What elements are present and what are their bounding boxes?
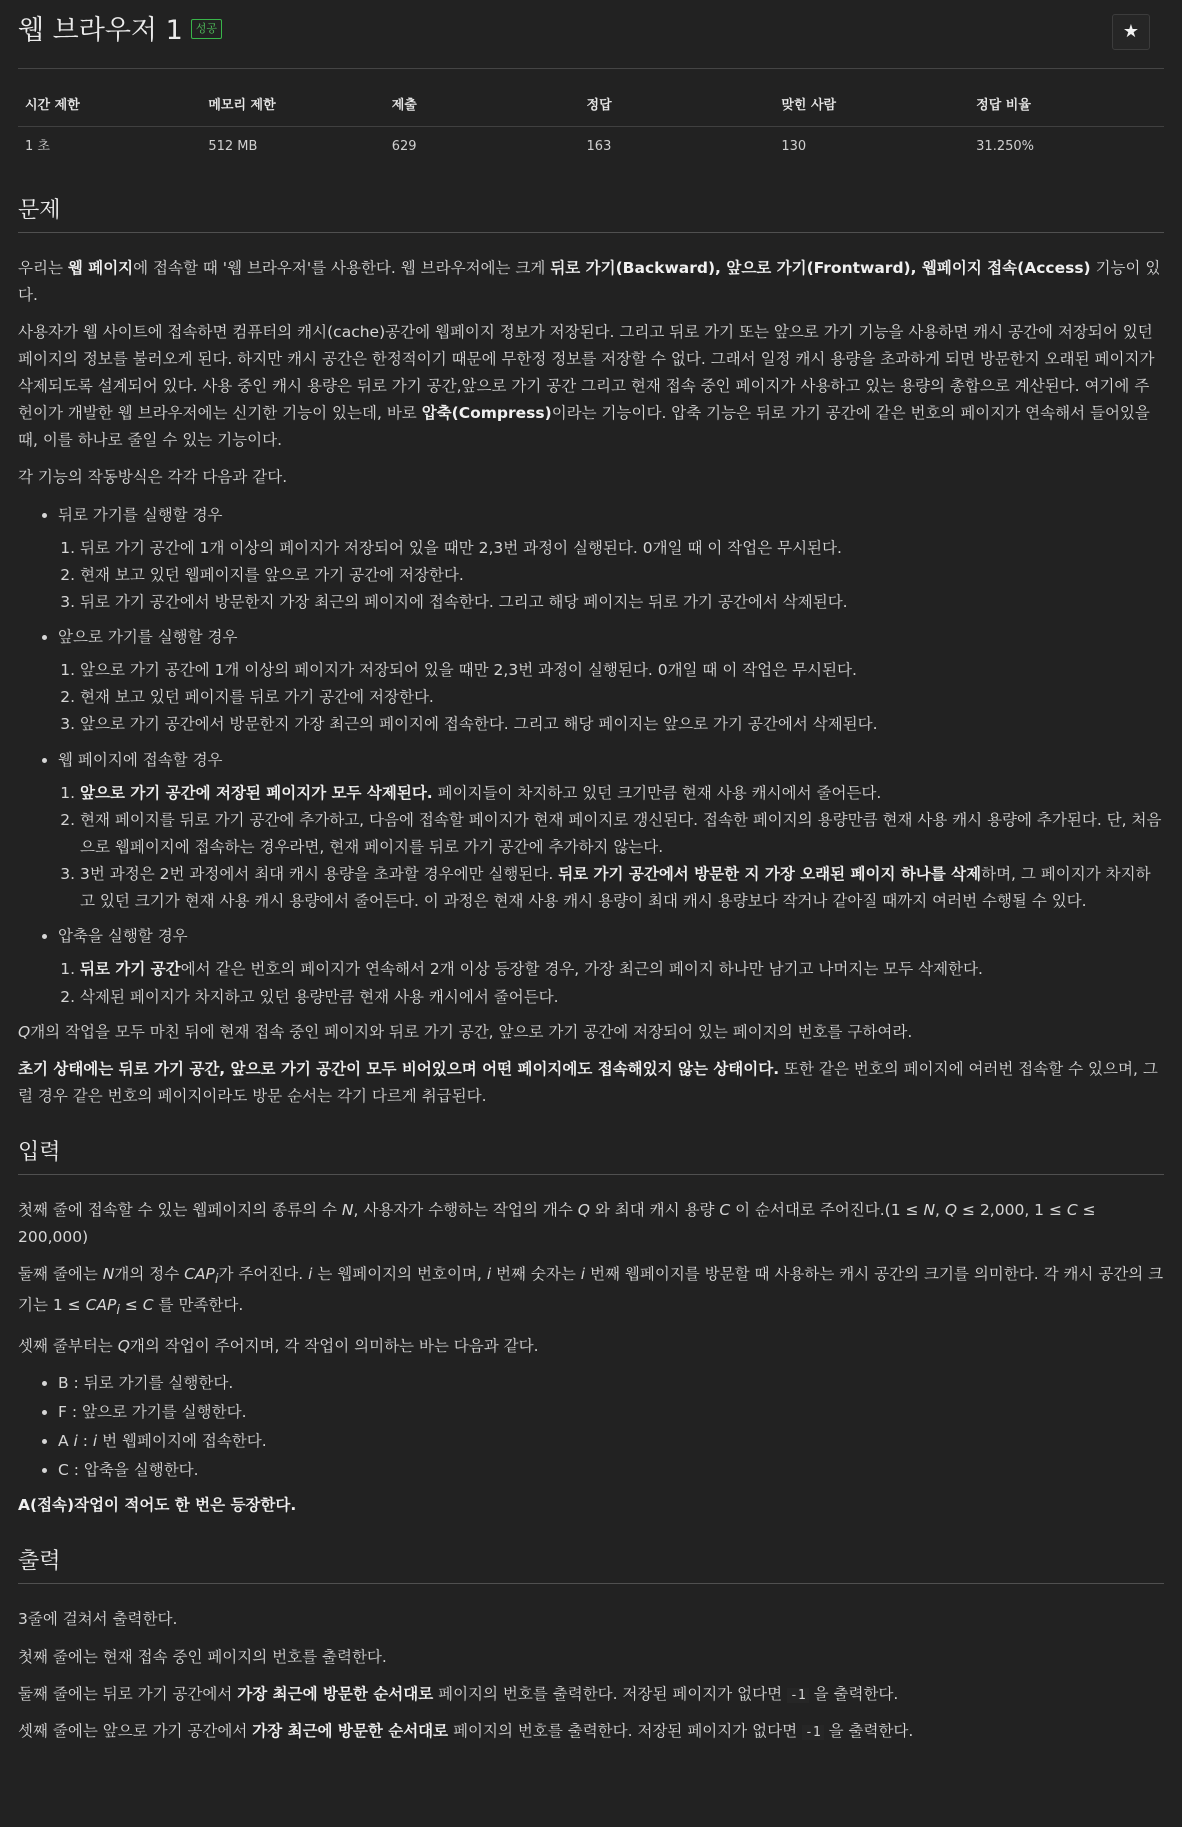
status-badge: 성공 [191,19,222,39]
value-correct: 163 [586,138,612,154]
query-type-list [18,1370,1164,1485]
step: 1. 앞으로 가기 공간에 저장된 페이지가 모두 삭제된다. 페이지들이 차지하고 있던 크기만큼 현재 사용 캐시에서 줄어든다. [80,780,1164,807]
problem-paragraph-5: 초기 상태에는 뒤로 가기 공간, 앞으로 가기 공간이 모두 비어있으며 어떤 페이지에도 접속해있지 않는 상태이다. 또한 같은 번호의 페이지에 여러번 접속할 수 있으며, 그럴 경우 같은 번호의 페이지이라도 방문 순서는 각기 다르게 취급된다. [18,1059,1158,1105]
step: 1. 뒤로 가기 공간에 1개 이상의 페이지가 저장되어 있을 때만 2,3번 과정이 실행된다. 0개일 때 이 작업은 무시된다. [80,535,1164,562]
header-submissions: 제출 [385,87,580,126]
input-paragraph-1: 첫째 줄에 접속할 수 있는 웹페이지의 종류의 수 N, 사용자가 수행하는 작업의 개수 Q 와 최대 캐시 용량 C 이 순서대로 주어진다.(1 ≤ N, Q ≤ 2,000, 1 ≤ C ≤ 200,000) [18,1201,1096,1247]
page-title: 웹 브라우저 1 성공 [18,12,222,50]
list-item-compress: • 압축을 실행할 경우 1. 뒤로 가기 공간에서 같은 번호의 페이지가 연속해서 2개 이상 등장할 경우, 가장 최근의 페이지 하나만 남기고 나머지는 모두 삭제한다. 2. 삭제된 페이지가 차지하고 있던 용량만큼 현재 사용 캐시에서 줄어든다. [58,923,1164,1010]
step: 2. 삭제된 페이지가 차지하고 있던 용량만큼 현재 사용 캐시에서 줄어든다. [80,984,1164,1011]
problem-paragraph-1: 우리는 웹 페이지에 접속할 때 '웹 브라우저'를 사용한다. 웹 브라우저에는 크게 뒤로 가기(Backward), 앞으로 가기(Frontward), 웹페이지 접속(Access) 기능이 있다. [18,258,1161,304]
info-value-row [18,126,1164,167]
list-item-backward: • 뒤로 가기를 실행할 경우 1. 뒤로 가기 공간에 1개 이상의 페이지가 저장되어 있을 때만 2,3번 과정이 실행된다. 0개일 때 이 작업은 무시된다. 2. 현재 보고 있던 웹페이지를 앞으로 가기 공간에 저장한다. 3. 뒤로 가기 공간에서 방문한지 가장 최근의 페이지에 접속한다. 그리고 해당 페이지는 뒤로 가기 공간에서 삭제된다. [58,502,1164,617]
problem-paragraph-2: 사용자가 웹 사이트에 접속하면 컴퓨터의 캐시(cache)공간에 웹페이지 정보가 저장된다. 그리고 뒤로 가기 또는 앞으로 가기 기능을 사용하면 캐시 공간에 저장되어 있던 페이지의 정보를 불러오게 된다. 하지만 캐시 공간은 한정적이기 때문에 무한정 정보를 저장할 수 없다. 그래서 일정 캐시 용량을 초과하게 되면 방문한지 오래된 페이지가 삭제되도록 설계되어 있다. 사용 중인 캐시 용량은 뒤로 가기 공간,앞으로 가기 공간 그리고 현재 접속 중인 페이지가 사용하고 있는 용량의 총합으로 계산된다. 여기에 주헌이가 개발한 웹 브라우저에는 신기한 기능이 있는데, 바로 압축(Compress)이라는 기능이다. 압축 기능은 뒤로 가기 공간에 같은 번호의 페이지가 연속해서 들어있을 때, 이를 하나로 줄일 수 있는 기능이다. [18,322,1155,450]
step: 3. 3번 과정은 2번 과정에서 최대 캐시 용량을 초과할 경우에만 실행된다. 뒤로 가기 공간에서 방문한 지 가장 오래된 페이지 하나를 삭제하며, 그 페이지가 차지하고 있던 크기가 현재 사용 캐시 용량에서 줄어든다. 이 과정은 현재 사용 캐시 용량이 최대 캐시 용량보다 작거나 같아질 때까지 여러번 수행될 수 있다. [80,861,1164,915]
input-paragraph-2: 둘째 줄에는 N개의 정수 $CAP_i$가 주어진다. i 는 웹페이지의 번호이며, i 번째 숫자는 i 번째 웹페이지를 방문할 때 사용하는 캐시 공간의 크기를 의미한다. 각 캐시 공간의 크기는 $1 \le CAP_i \le C$ 를 만족한다. [18,1265,1164,1319]
input-paragraph-3: 셋째 줄부터는 Q개의 작업이 주어지며, 각 작업이 의미하는 바는 다음과 같다. [18,1336,539,1355]
list-item-op-c: • C : 압축을 실행한다. [58,1457,1164,1484]
value-submissions: 629 [391,138,417,154]
step: 3. 앞으로 가기 공간에서 방문한지 가장 최근의 페이지에 접속한다. 그리고 해당 페이지는 앞으로 가기 공간에서 삭제된다. [80,711,1164,738]
header-time-limit: 시간 제한 [18,87,201,126]
backward-steps [58,535,1164,616]
header-correct: 정답 [580,87,775,126]
list-item-op-f: • F : 앞으로 가기를 실행한다. [58,1399,1164,1426]
problem-info-table [18,87,1164,168]
header-solvers: 맞힌 사람 [774,87,969,126]
operation-list [18,502,1164,1011]
section-heading-problem: 문제 [18,196,1164,233]
list-item-op-b: • B : 뒤로 가기를 실행한다. [58,1370,1164,1397]
step: 2. 현재 보고 있던 페이지를 뒤로 가기 공간에 저장한다. [80,684,1164,711]
list-item-frontward: • 앞으로 가기를 실행할 경우 1. 앞으로 가기 공간에 1개 이상의 페이지가 저장되어 있을 때만 2,3번 과정이 실행된다. 0개일 때 이 작업은 무시된다. 2. 현재 보고 있던 페이지를 뒤로 가기 공간에 저장한다. 3. 앞으로 가기 공간에서 방문한지 가장 최근의 페이지에 접속한다. 그리고 해당 페이지는 앞으로 가기 공간에서 삭제된다. [58,624,1164,739]
step: 2. 현재 페이지를 뒤로 가기 공간에 추가하고, 다음에 접속할 페이지가 현재 페이지로 갱신된다. 접속한 페이지의 용량만큼 현재 사용 캐시 용량에 추가된다. 단, 처음으로 웹페이지에 접속하는 경우라면, 현재 페이지를 뒤로 가기 공간에 추가하지 않는다. [80,807,1164,861]
code-minus-one: -1 [802,1725,824,1740]
step: 1. 뒤로 가기 공간에서 같은 번호의 페이지가 연속해서 2개 이상 등장할 경우, 가장 최근의 페이지 하나만 남기고 나머지는 모두 삭제한다. [80,956,1164,983]
problem-paragraph-3: 각 기능의 작동방식은 각각 다음과 같다. [18,468,288,487]
value-solvers: 130 [781,138,807,154]
input-note: A(접속)작업이 적어도 한 번은 등장한다. [18,1496,297,1515]
list-item-op-a: • A i : i 번 웹페이지에 접속한다. [58,1428,1164,1455]
value-time-limit: 1 초 [25,138,50,154]
output-paragraph-4: 셋째 줄에는 앞으로 가기 공간에서 가장 최근에 방문한 순서대로 페이지의 번호를 출력한다. 저장된 페이지가 없다면 -1 을 출력한다. [18,1721,914,1740]
step: 3. 뒤로 가기 공간에서 방문한지 가장 최근의 페이지에 접속한다. 그리고 해당 페이지는 뒤로 가기 공간에서 삭제된다. [80,589,1164,616]
favorite-star-icon[interactable]: ★ [1112,14,1150,50]
access-steps [58,780,1164,916]
code-minus-one: -1 [787,1688,809,1703]
problem-paragraph-4: Q개의 작업을 모두 마친 뒤에 현재 접속 중인 페이지와 뒤로 가기 공간, 앞으로 가기 공간에 저장되어 있는 페이지의 번호를 구하여라. [18,1022,913,1041]
section-heading-input: 입력 [18,1138,1164,1175]
list-item-access: • 웹 페이지에 접속할 경우 1. 앞으로 가기 공간에 저장된 페이지가 모두 삭제된다. 페이지들이 차지하고 있던 크기만큼 현재 사용 캐시에서 줄어든다. 2. 현재 페이지를 뒤로 가기 공간에 추가하고, 다음에 접속할 페이지가 현재 페이지로 갱신된다. 접속한 페이지의 용량만큼 현재 사용 캐시 용량에 추가된다. 단, 처음으로 웹페이지에 접속하는 경우라면, 현재 페이지를 뒤로 가기 공간에 추가하지 않는다. 3. 3번 과정은 2번 과정에서 최대 캐시 용량을 초과할 경우에만 실행된다. 뒤로 가기 공간에서 방문한 지 가장 오래된 페이지 하나를 삭제하며, 그 페이지가 차지하고 있던 크기가 현재 사용 캐시 용량에서 줄어든다. 이 과정은 현재 사용 캐시 용량이 최대 캐시 용량보다 작거나 같아질 때까지 여러번 수행될 수 있다. [58,747,1164,916]
output-paragraph-2: 첫째 줄에는 현재 접속 중인 페이지의 번호를 출력한다. [18,1647,387,1666]
output-paragraph-1: 3줄에 걸쳐서 출력한다. [18,1610,178,1629]
info-header-row [18,87,1164,126]
value-ratio: 31.250% [976,138,1034,154]
header-memory-limit: 메모리 제한 [201,87,384,126]
section-heading-output: 출력 [18,1547,1164,1584]
step: 1. 앞으로 가기 공간에 1개 이상의 페이지가 저장되어 있을 때만 2,3번 과정이 실행된다. 0개일 때 이 작업은 무시된다. [80,657,1164,684]
problem-header [18,0,1164,69]
header-ratio: 정답 비율 [969,87,1164,126]
value-memory-limit: 512 MB [208,138,258,154]
frontward-steps [58,657,1164,738]
step: 2. 현재 보고 있던 웹페이지를 앞으로 가기 공간에 저장한다. [80,562,1164,589]
output-paragraph-3: 둘째 줄에는 뒤로 가기 공간에서 가장 최근에 방문한 순서대로 페이지의 번호를 출력한다. 저장된 페이지가 없다면 -1 을 출력한다. [18,1684,899,1703]
compress-steps [58,956,1164,1010]
